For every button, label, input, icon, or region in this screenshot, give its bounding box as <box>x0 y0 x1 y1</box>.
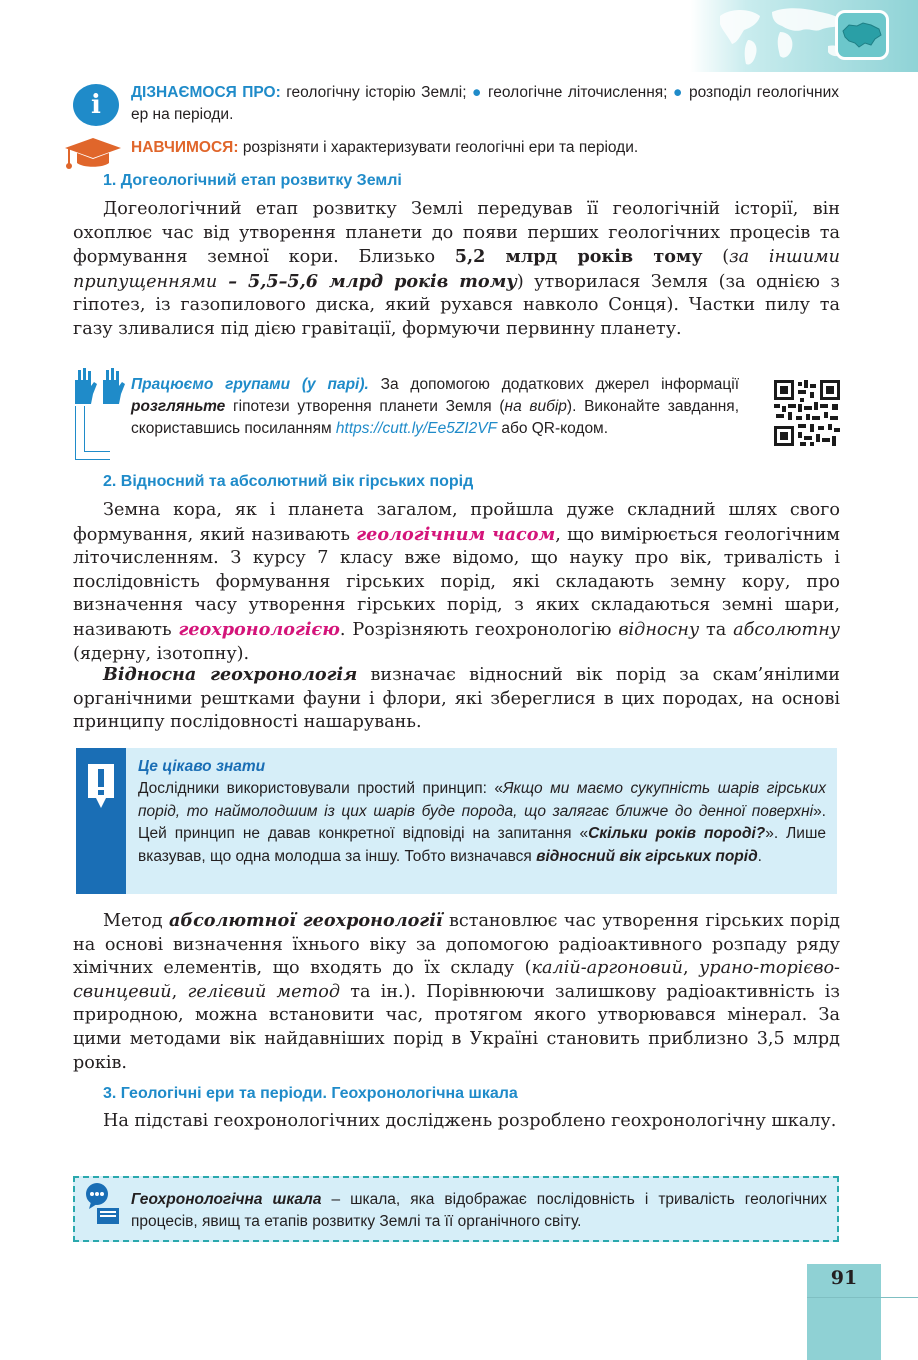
study-text: розрізняти і характеризувати геологічні ери та періоди. <box>242 139 639 156</box>
text-run: (ядерну, ізотопну). <box>73 643 250 664</box>
info-icon: i <box>73 84 119 126</box>
text-run: Догеологічний етап розвитку Землі передував її геологічній історії, він охоплює час від утворення планети до появи перших геологічних процесів та формування земної кори. Близько <box>73 199 840 268</box>
text-run: та ін.). Порівнюючи залишкову радіоактивність із природною, можна встановити час, протягом якого утворювався мінерал. За цими методами вік найдавніших порід в Україні становить приблизно 3,5 млрд років. <box>73 981 841 1073</box>
text-run: калій-аргоновий <box>531 958 683 979</box>
page-number-rule <box>807 1297 918 1298</box>
text-run: . Розрізняють геохронологію <box>339 619 619 640</box>
term-highlight: геологічним часом <box>356 523 556 545</box>
learn-about <box>131 82 839 126</box>
study-label: НАВЧИМОСЯ: <box>131 139 239 156</box>
text-run: абсолютну <box>733 619 840 640</box>
text-run: , <box>171 981 188 1002</box>
text-run: Скільки років породі? <box>588 825 766 842</box>
text-run: ( <box>702 247 730 268</box>
text-run: За допомогою додаткових джерел інформації <box>368 376 740 393</box>
date-emphasis: 5,5–5,6 млрд років тому <box>248 270 517 292</box>
text-run: Дослідники використовували простий принцип: « <box>138 780 503 797</box>
learn-item: геологічну історію Землі; <box>286 84 467 101</box>
learn-item: розподіл геологічних ер на періоди. <box>131 84 839 123</box>
qr-code-icon[interactable] <box>774 380 840 446</box>
text-run: ). Виконайте завдання, скориставшись посиланням <box>131 398 740 437</box>
fact-box-side <box>76 748 126 894</box>
fact-box-title: Це цікаво знати <box>138 758 266 775</box>
text-run: ». Цей принцип не давав конкретної відповіді на запитання « <box>138 802 826 842</box>
exclamation-bubble-icon <box>86 762 116 812</box>
group-work-bracket-inner <box>84 406 110 452</box>
ukraine-map-badge <box>835 10 889 60</box>
definition-body: – шкала, яка відображає послідовність і тривалість геологічних процесів, явищ та етапів розвитку Землі та її органічного світу. <box>131 1191 827 1230</box>
section-1-title: 1. Догеологічний етап розвитку Землі <box>103 172 402 189</box>
text-run: . <box>757 847 762 865</box>
text-run: ». Лише вказував, що одна молодша за іншу. Тобто визначався <box>138 825 827 865</box>
page-number: 91 <box>830 1267 858 1289</box>
learn-label: ДІЗНАЄМОСЯ ПРО: <box>131 84 281 101</box>
text-run: або QR-кодом. <box>497 420 609 437</box>
section-1-paragraph <box>73 198 840 342</box>
section-2-title: 2. Відносний та абсолютний вік гірських порід <box>103 473 474 490</box>
text-run: , <box>682 958 700 979</box>
text-run: на вибір <box>504 398 567 415</box>
text-run: та <box>699 619 734 640</box>
group-work-link[interactable]: https://cutt.ly/Ee5ZI2VF <box>335 420 498 437</box>
ukraine-map-icon <box>841 21 883 51</box>
text-run: розгляньте <box>131 398 226 415</box>
text-run: за іншими припущеннями <box>73 247 840 292</box>
section-2-paragraph-2 <box>73 663 840 735</box>
section-3-paragraph: На підставі геохронологічних досліджень розроблено геохронологічну шкалу. <box>103 1111 837 1131</box>
section-2-paragraph-3 <box>73 909 840 1075</box>
term-highlight: геохронологією <box>178 618 340 640</box>
text-run: урано-торієво-свинцевий <box>73 958 840 1002</box>
text-run: абсолютної геохронології <box>168 910 443 931</box>
definition-term: Геохронологічна шкала <box>131 1191 322 1208</box>
text-run: визначає відносний вік порід за скам’янілими органічними рештками фауни і флори, які збереглися в цих породах, на основі принципу послідовності нашарувань. <box>73 665 840 733</box>
speech-book-icon <box>83 1182 123 1226</box>
bullet-icon: ● <box>672 84 684 101</box>
section-3-title: 3. Геологічні ери та періоди. Геохронологічна шкала <box>103 1085 518 1102</box>
text-run: відносну <box>618 619 700 640</box>
learn-item: геологічне літочислення; <box>487 84 668 101</box>
text-run: – <box>217 270 248 292</box>
header-map-banner <box>690 0 918 72</box>
text-run: встановлює час утворення гірських порід на основі визначення їхнього віку за допомогою радіоактивного розпаду ряду хімічних елементів, що входять до їх складу ( <box>73 911 840 979</box>
text-run: відносний вік гірських порід <box>536 847 758 865</box>
text-run: гіпотези утворення планети Земля ( <box>225 398 505 415</box>
raised-hands-icon <box>71 366 129 406</box>
text-run: ) утворилася Земля (за однією з гіпотез, із газопилового диска, який рухався навколо Сонця). Частки пилу та газу зливалися під дією гравітації, формуючи первинну планету. <box>73 271 840 339</box>
text-run: , що вимірюється геологічним літочисленням. З курсу 7 класу вже відомо, що науку про вік, тривалість і послідовність формування гірських порід, які складають земну кору, про визначення часу утворення гірських порід, з яких складаються земні шари, називають <box>73 524 840 640</box>
text-run: Земна кора, як і планета загалом, пройшла дуже складний шлях свого формування, який називають <box>73 500 840 545</box>
group-work-label: Працюємо групами (у парі). <box>131 376 369 393</box>
definition-text <box>131 1189 827 1233</box>
group-work-task <box>131 374 739 440</box>
fact-box-text <box>138 778 826 868</box>
text-run: гелієвий метод <box>187 981 340 1002</box>
date-emphasis: 5,2 млрд років тому <box>454 246 703 268</box>
text-run: Відносна геохронологія <box>103 664 358 685</box>
text-run: Якщо ми маємо сукупність шарів гірських порід, то наймолодшим із цих шарів буде порода, що залягає ближче до денної поверхні <box>138 780 826 820</box>
bullet-icon: ● <box>471 84 483 101</box>
study-goal <box>131 137 839 159</box>
graduation-cap-icon <box>63 136 123 174</box>
text-run: Метод <box>103 911 169 931</box>
section-2-paragraph-1 <box>73 499 840 666</box>
